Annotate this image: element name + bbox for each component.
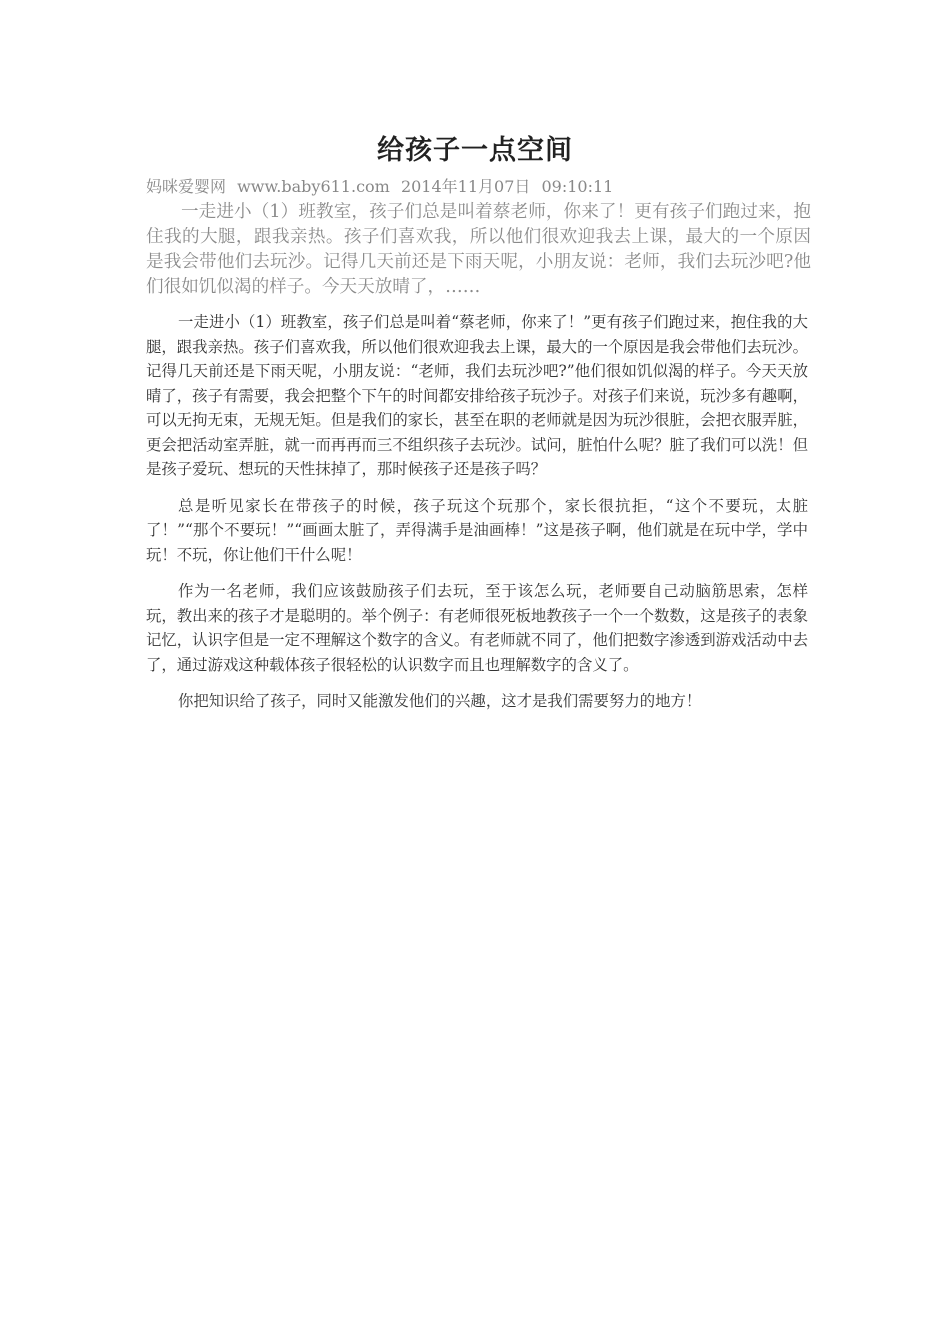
- body-paragraph: 总是听见家长在带孩子的时候，孩子玩这个玩那个，家长很抗拒，“这个不要玩，太脏了！”“那个不要玩！”“画画太脏了，弄得满手是油画棒！”这是孩子啊，他们就是在玩中学，学中玩！不玩，你让他们干什么呢！: [146, 496, 808, 564]
- article-title: 给孩子一点空间: [377, 135, 573, 166]
- body-paragraph: 一走进小（1）班教室，孩子们总是叫着“蔡老师，你来了！”更有孩子们跑过来，抱住我的大腿，跟我亲热。孩子们喜欢我，所以他们很欢迎我去上课，最大的一个原因是我会带他们去玩沙。记得几天前还是下雨天呢，小朋友说：“老师，我们去玩沙吧?”他们很如饥似渴的样子。今天天放晴了，孩子有需要，我会把整个下午的时间都安排给孩子玩沙子。对孩子们来说，玩沙多有趣啊，可以无拘无束，无规无矩。但是我们的家长，甚至在职的老师就是因为玩沙很脏，会把衣服弄脏，更会把活动室弄脏，就一而再再而三不组织孩子去玩沙。试问，脏怕什么呢？脏了我们可以洗！但是孩子爱玩、想玩的天性抹掉了，那时候孩子还是孩子吗？: [146, 313, 808, 478]
- publish-time: 09:10:11: [541, 177, 614, 196]
- article-summary: 一走进小（1）班教室，孩子们总是叫着蔡老师，你来了！更有孩子们跑过来，抱住我的大腿，跟我亲热。孩子们喜欢我，所以他们很欢迎我去上课，最大的一个原因是我会带他们去玩沙。记得几天前还是下雨天呢，小朋友说：老师，我们去玩沙吧?他们很如饥似渴的样子。今天天放晴了，……: [146, 202, 811, 297]
- source-url: www.baby611.com: [237, 177, 390, 196]
- source-name: 妈咪爱婴网: [146, 177, 227, 196]
- body-paragraph: 你把知识给了孩子，同时又能激发他们的兴趣，这才是我们需要努力的地方！: [178, 692, 702, 710]
- article-body: [146, 310, 808, 726]
- article-meta: [146, 176, 826, 198]
- publish-date: 2014年11月07日: [400, 177, 531, 196]
- body-paragraph: 作为一名老师，我们应该鼓励孩子们去玩，至于该怎么玩，老师要自己动脑筋思索，怎样玩，教出来的孩子才是聪明的。举个例子：有老师很死板地教孩子一个一个数数，这是孩子的表象记忆，认识字但是一定不理解这个数字的含义。有老师就不同了，他们把数字渗透到游戏活动中去了，通过游戏这种载体孩子很轻松的认识数字而且也理解数字的含义了。: [146, 582, 808, 674]
